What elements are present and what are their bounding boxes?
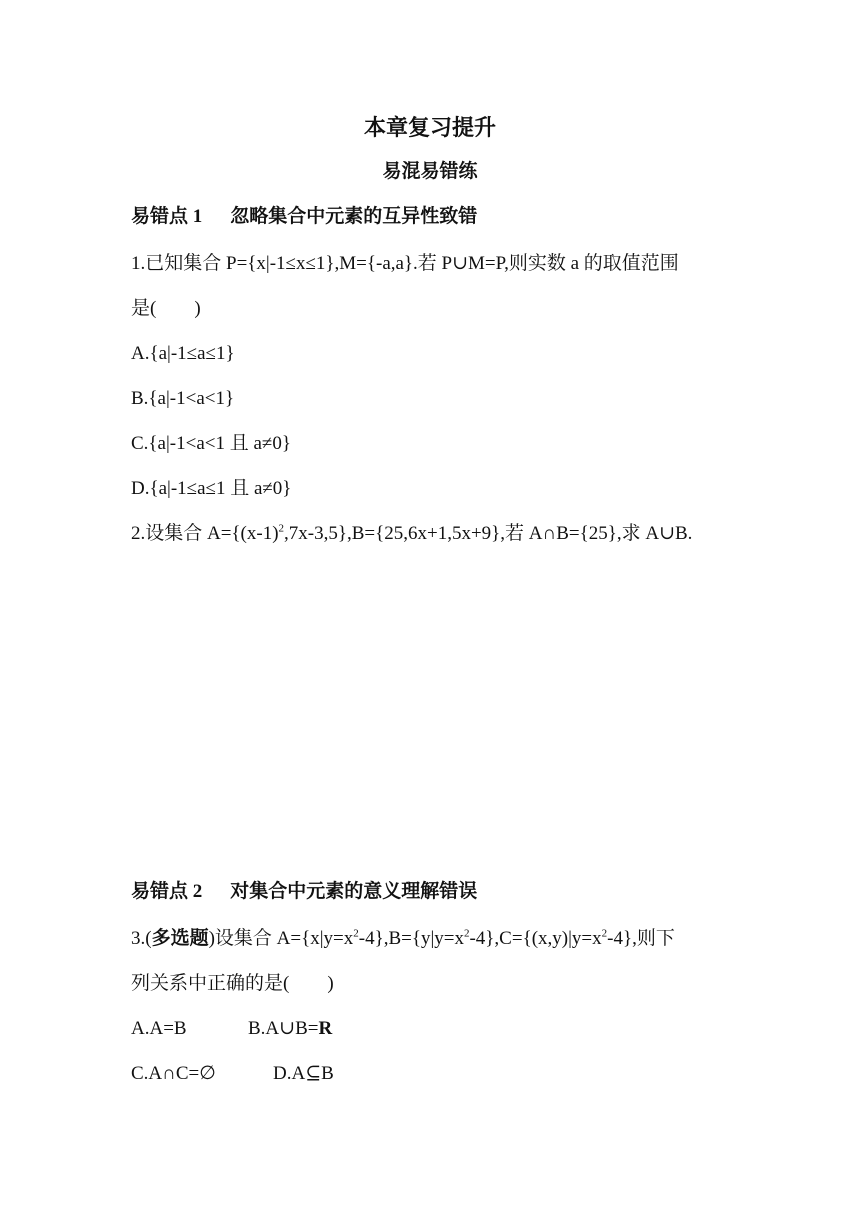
section-title: 对集合中元素的意义理解错误 xyxy=(230,881,478,902)
question-3-stem xyxy=(131,927,675,951)
question-1-option-b: B.{a|-1<a<1} xyxy=(131,388,235,409)
question-3-stem-cont: 列关系中正确的是( ) xyxy=(131,973,334,994)
question-1-stem: 1.已知集合 P={x|-1≤x≤1},M={-a,a}.若 P∪M=P,则实数 a 的取值范围 xyxy=(131,253,679,274)
q3-text-1: )设集合 A={x|y=x xyxy=(208,928,354,949)
q3-type-tag: 多选题 xyxy=(151,928,209,949)
question-1-option-a: A.{a|-1≤a≤1} xyxy=(131,343,235,364)
section-heading-2 xyxy=(131,880,477,904)
q3-exponent-1: 2 xyxy=(353,927,359,940)
question-1-option-d: D.{a|-1≤a≤1 且 a≠0} xyxy=(131,478,292,499)
q3-text-3: -4},C={(x,y)|y=x xyxy=(469,928,602,949)
section-title: 忽略集合中元素的互异性致错 xyxy=(230,206,478,227)
q3-text-2: -4},B={y|y=x xyxy=(358,928,464,949)
question-3-option-d: D.A⊆B xyxy=(273,1063,334,1084)
section-label: 易错点 1 xyxy=(131,206,203,227)
section-heading-1 xyxy=(131,205,477,229)
question-1-stem-cont: 是( ) xyxy=(131,298,201,319)
q3-number: 3.( xyxy=(131,928,152,949)
section-label: 易错点 2 xyxy=(131,881,203,902)
q2-exponent: 2 xyxy=(278,522,285,535)
page-subtitle: 易混易错练 xyxy=(382,161,478,182)
q3-exponent-3: 2 xyxy=(601,927,608,940)
q3-text-4: -4},则下 xyxy=(607,928,675,949)
q3-option-b-symbol: R xyxy=(318,1018,333,1039)
q2-text-2: ,7x-3,5},B={25,6x+1,5x+9},若 A∩B={25},求 A∪B. xyxy=(284,523,693,544)
question-2-stem xyxy=(131,522,692,546)
q3-option-b-text: B.A∪B= xyxy=(248,1018,319,1039)
q3-exponent-2: 2 xyxy=(463,927,470,940)
question-3-option-c: C.A∩C=∅ xyxy=(131,1063,216,1084)
page-title: 本章复习提升 xyxy=(363,115,496,140)
question-1-option-c: C.{a|-1<a<1 且 a≠0} xyxy=(131,433,291,454)
question-3-option-a: A.A=B xyxy=(131,1018,187,1039)
q2-text-1: 2.设集合 A={(x-1) xyxy=(131,523,279,544)
question-3-option-b xyxy=(248,1017,332,1041)
